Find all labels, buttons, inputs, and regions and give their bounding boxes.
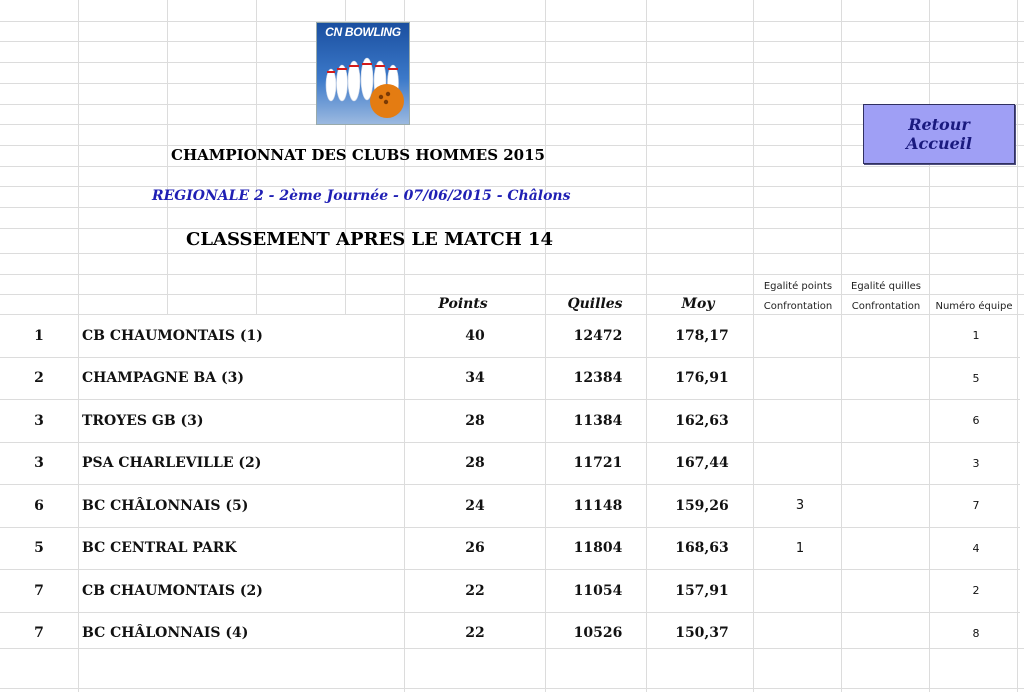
moy-cell: 150,37: [648, 612, 756, 654]
table-row: [0, 400, 1020, 443]
rank-cell: 7: [0, 570, 78, 613]
logo-text: CN BOWLING: [325, 25, 401, 39]
back-home-line1: Retour: [908, 115, 970, 134]
moy-cell: 176,91: [648, 357, 756, 400]
rank-cell: 3: [0, 400, 78, 443]
points-cell: 34: [402, 357, 548, 400]
moy-cell: 162,63: [648, 400, 756, 443]
moy-cell: 168,63: [648, 527, 756, 570]
numero-equipe-cell: 8: [932, 612, 1020, 654]
rank-cell: 6: [0, 485, 78, 528]
egalite-points-cell: [756, 357, 844, 400]
table-row: [0, 527, 1020, 570]
numero-equipe-cell: 2: [932, 570, 1020, 613]
moy-cell: 167,44: [648, 442, 756, 485]
table-row: [0, 357, 1020, 400]
points-cell: 26: [402, 527, 548, 570]
egalite-quilles-cell: [844, 485, 932, 528]
egalite-points-cell: [756, 442, 844, 485]
team-cell: TROYES GB (3): [78, 400, 402, 443]
points-cell: 22: [402, 570, 548, 613]
numero-equipe-cell: 1: [932, 315, 1020, 358]
egalite-points-cell: [756, 570, 844, 613]
egalite-points-cell: 1: [756, 527, 844, 570]
quilles-cell: 11804: [548, 527, 648, 570]
journee-subtitle: REGIONALE 2 - 2ème Journée - 07/06/2015 - Châlons: [152, 188, 571, 204]
points-cell: 28: [402, 400, 548, 443]
team-cell: BC CHÂLONNAIS (4): [78, 612, 402, 654]
header-points: Points: [438, 296, 488, 312]
quilles-cell: 12472: [548, 315, 648, 358]
rank-cell: 3: [0, 442, 78, 485]
quilles-cell: 11148: [548, 485, 648, 528]
points-cell: 28: [402, 442, 548, 485]
egalite-quilles-cell: [844, 400, 932, 443]
numero-equipe-cell: 4: [932, 527, 1020, 570]
header-quilles: Quilles: [567, 296, 623, 312]
numero-equipe-cell: 3: [932, 442, 1020, 485]
moy-cell: 159,26: [648, 485, 756, 528]
cn-bowling-logo: [316, 22, 410, 125]
championship-title: CHAMPIONNAT DES CLUBS HOMMES 2015: [171, 146, 545, 164]
egalite-quilles-cell: [844, 357, 932, 400]
rank-cell: 7: [0, 612, 78, 654]
header-egalite-quilles: Egalité quilles: [851, 281, 921, 292]
ranking-title: CLASSEMENT APRES LE MATCH 14: [186, 229, 554, 250]
table-row: [0, 485, 1020, 528]
egalite-points-cell: 3: [756, 485, 844, 528]
header-confrontation-points: Confrontation: [763, 301, 833, 312]
moy-cell: 178,17: [648, 315, 756, 358]
egalite-quilles-cell: [844, 527, 932, 570]
egalite-points-cell: [756, 612, 844, 654]
quilles-cell: 11721: [548, 442, 648, 485]
numero-equipe-cell: 5: [932, 357, 1020, 400]
quilles-cell: 10526: [548, 612, 648, 654]
ranking-table: [0, 314, 1020, 654]
header-egalite-points: Egalité points: [763, 281, 833, 292]
team-cell: CB CHAUMONTAIS (1): [78, 315, 402, 358]
numero-equipe-cell: 7: [932, 485, 1020, 528]
egalite-quilles-cell: [844, 442, 932, 485]
egalite-quilles-cell: [844, 612, 932, 654]
team-cell: PSA CHARLEVILLE (2): [78, 442, 402, 485]
back-home-button[interactable]: [863, 104, 1015, 164]
header-confrontation-quilles: Confrontation: [851, 301, 921, 312]
table-row: [0, 315, 1020, 358]
table-row: [0, 570, 1020, 613]
egalite-quilles-cell: [844, 570, 932, 613]
points-cell: 22: [402, 612, 548, 654]
team-cell: BC CENTRAL PARK: [78, 527, 402, 570]
header-moy: Moy: [681, 296, 715, 312]
points-cell: 40: [402, 315, 548, 358]
quilles-cell: 12384: [548, 357, 648, 400]
egalite-points-cell: [756, 400, 844, 443]
rank-cell: 5: [0, 527, 78, 570]
points-cell: 24: [402, 485, 548, 528]
header-numero-equipe: Numéro équipe: [935, 301, 1013, 312]
rank-cell: 1: [0, 315, 78, 358]
back-home-line2: Accueil: [906, 134, 972, 153]
table-row: [0, 442, 1020, 485]
rank-cell: 2: [0, 357, 78, 400]
moy-cell: 157,91: [648, 570, 756, 613]
team-cell: CHAMPAGNE BA (3): [78, 357, 402, 400]
table-row: [0, 612, 1020, 654]
numero-equipe-cell: 6: [932, 400, 1020, 443]
team-cell: BC CHÂLONNAIS (5): [78, 485, 402, 528]
egalite-quilles-cell: [844, 315, 932, 358]
team-cell: CB CHAUMONTAIS (2): [78, 570, 402, 613]
egalite-points-cell: [756, 315, 844, 358]
quilles-cell: 11054: [548, 570, 648, 613]
quilles-cell: 11384: [548, 400, 648, 443]
